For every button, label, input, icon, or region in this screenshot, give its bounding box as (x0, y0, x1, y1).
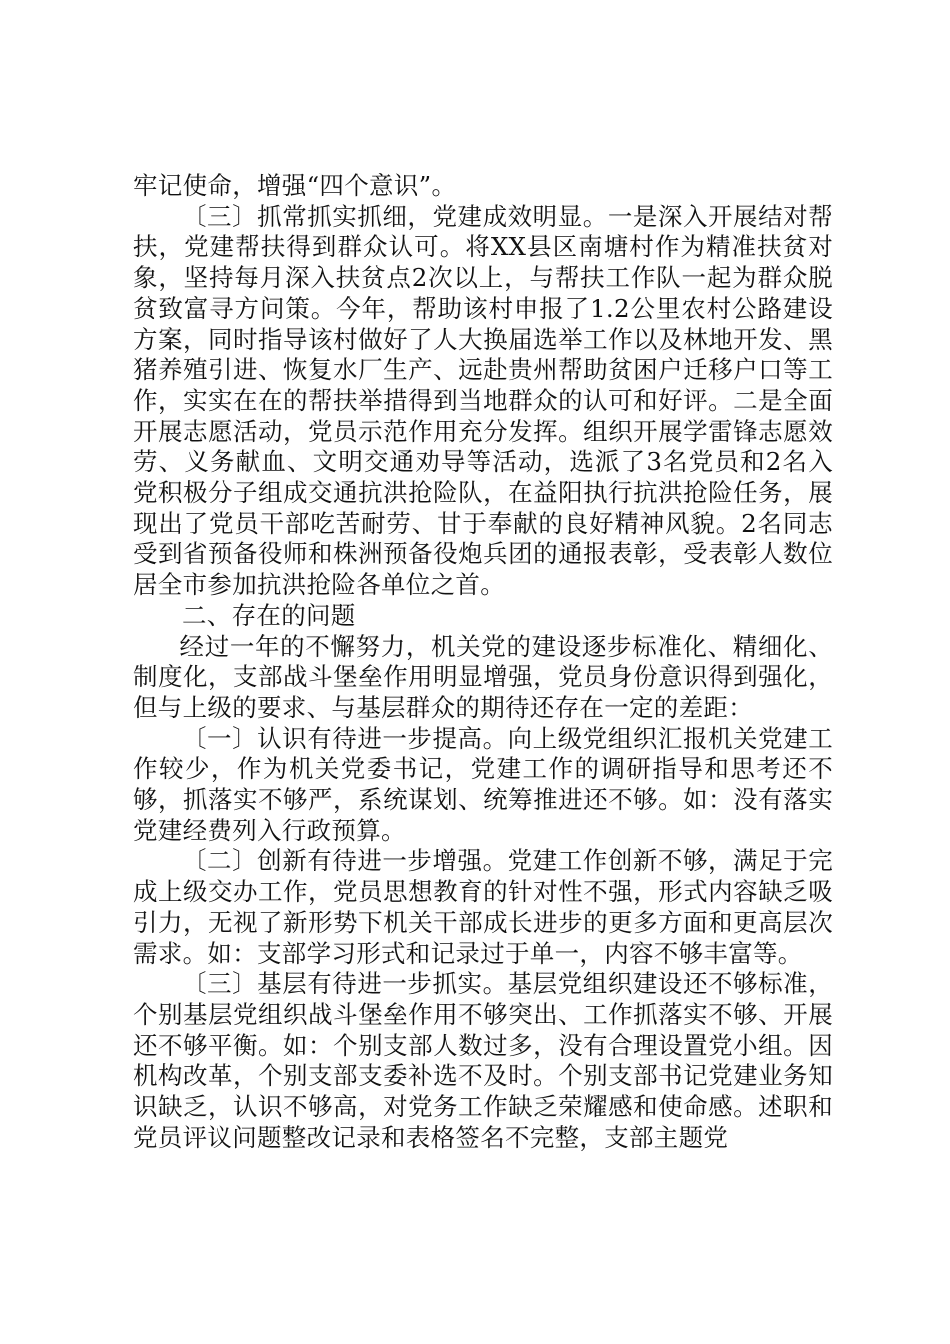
paragraph-problem-2: 〔二〕创新有待进一步增强。党建工作创新不够，满足于完成上级交办工作，党员思想教育的针对性不强，形式内容缺乏吸引力，无视了新形势下机关干部成长进步的更多方面和更高层次需求。如：支部学习形式和记录过于单一，内容不够丰富等。 (133, 846, 833, 968)
paragraph-problem-1: 〔一〕认识有待进一步提高。向上级党组织汇报机关党建工作较少，作为机关党委书记，党建工作的调研指导和思考还不够，抓落实不够严，系统谋划、统筹推进还不够。如：没有落实党建经费列入行政预算。 (133, 723, 833, 845)
paragraph-section-3-achievements: 〔三〕抓常抓实抓细，党建成效明显。一是深入开展结对帮扶，党建帮扶得到群众认可。将XX县区南塘村作为精准扶贫对象，坚持每月深入扶贫点2次以上，与帮扶工作队一起为群众脱贫致富寻方问策。今年，帮助该村申报了1.2公里农村公路建设方案，同时指导该村做好了人大换届选举工作以及林地开发、黑猪养殖引进、恢复水厂生产、远赴贵州帮助贫困户迁移户口等工作，实实在在的帮扶举措得到当地群众的认可和好评。二是全面开展志愿活动，党员示范作用充分发挥。组织开展学雷锋志愿效劳、义务献血、文明交通劝导等活动，选派了3名党员和2名入党积极分子组成交通抗洪抢险队，在益阳执行抗洪抢险任务，展现出了党员干部吃苦耐劳、甘于奉献的良好精神风貌。2名同志受到省预备役师和株洲预备役炮兵团的通报表彰，受表彰人数位居全市参加抗洪抢险各单位之首。 (133, 201, 833, 600)
document-body (133, 171, 833, 1154)
section-heading-problems: 二、存在的问题 (182, 600, 356, 630)
paragraph-problems-intro: 经过一年的不懈努力，机关党的建设逐步标准化、精细化、制度化，支部战斗堡垒作用明显增强，党员身份意识得到强化，但与上级的要求、与基层群众的期待还存在一定的差距： (133, 631, 833, 722)
paragraph-problem-3: 〔三〕基层有待进一步抓实。基层党组织建设还不够标准，个别基层党组织战斗堡垒作用不够突出、工作抓落实不够、开展还不够平衡。如：个别支部人数过多，没有合理设置党小组。因机构改革，个别支部支委补选不及时。个别支部书记党建业务知识缺乏，认识不够高，对党务工作缺乏荣耀感和使命感。述职和党员评议问题整改记录和表格签名不完整，支部主题党 (133, 969, 833, 1152)
paragraph-continuation: 牢记使命，增强“四个意识”。 (133, 171, 457, 200)
